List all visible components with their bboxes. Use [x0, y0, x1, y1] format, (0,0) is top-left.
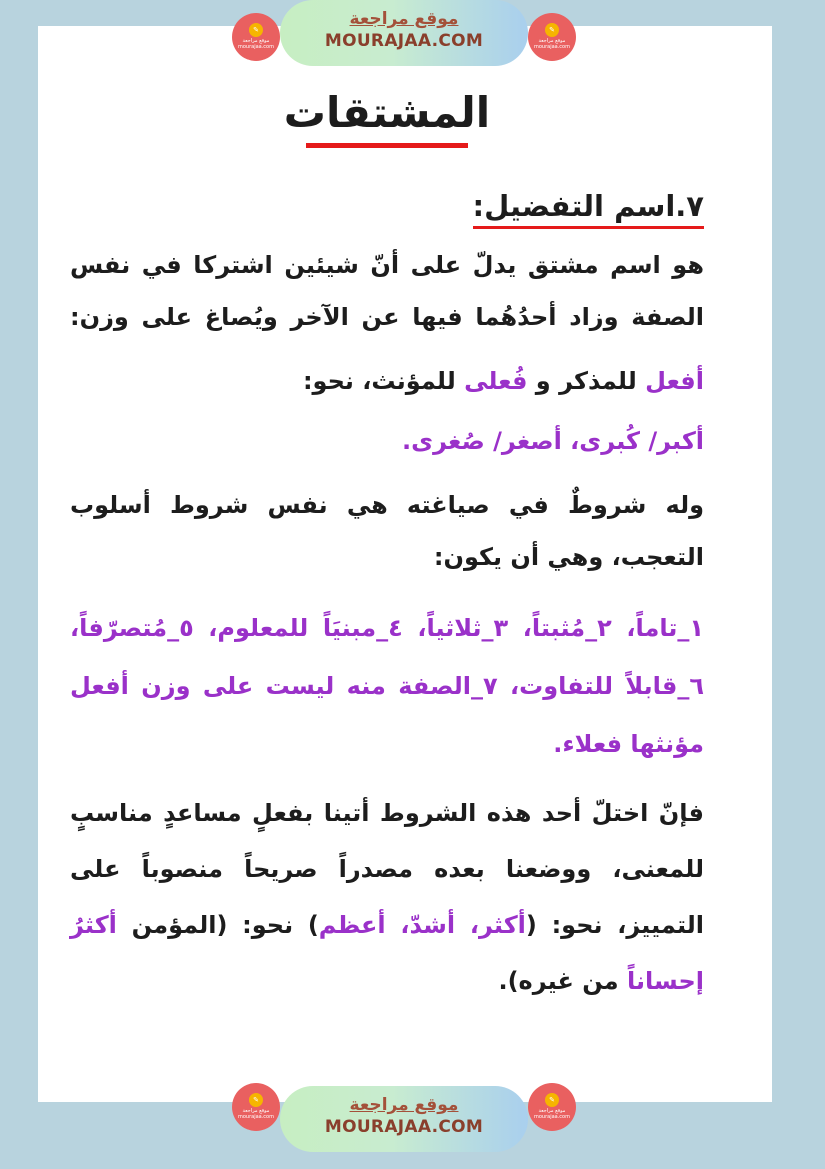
site-logo-icon: ✎ موقع مراجعة mourajaa.com: [232, 1083, 280, 1131]
site-name-arabic: موقع مراجعة: [349, 1095, 459, 1115]
site-logo-icon: ✎ موقع مراجعة mourajaa.com: [528, 13, 576, 61]
rule-words: أكثر، أشدّ، أعظم: [318, 911, 526, 939]
form-masculine: أفعل: [645, 367, 704, 395]
conditions-intro-paragraph: وله شروطٌ في صياغته هي نفس شروط أسلوب التعجب، وهي أن يكون:: [70, 491, 704, 571]
form-feminine: فُعلى: [464, 367, 528, 395]
rule-example: أكثرُ إحساناً: [70, 911, 704, 995]
site-banner-top[interactable]: [280, 0, 528, 66]
examples-paragraph: أكبر/ كُبرى، أصغر/ صُغرى.: [402, 427, 704, 455]
site-logo-icon: ✎ موقع مراجعة mourajaa.com: [528, 1083, 576, 1131]
page-title: المشتقات: [283, 88, 491, 137]
title-underline: [306, 143, 468, 148]
site-name-arabic: موقع مراجعة: [349, 9, 459, 29]
site-logo-icon: ✎ موقع مراجعة mourajaa.com: [232, 13, 280, 61]
conditions-list: ١_تاماً، ٢_مُثبتاً، ٣_ثلاثياً، ٤_مبنيَاً للمعلوم، ٥_مُتصرّفاً، ٦_قابلاً للتفاوت، ٧_الصفة منه ليست على وزن أفعل مؤنثها فعلاء.: [70, 614, 705, 758]
site-banner-bottom[interactable]: [280, 1086, 528, 1152]
site-name-english: MOURAJAA.COM: [324, 1117, 484, 1137]
lesson-content: [70, 85, 704, 1009]
rule-paragraph: فإنّ اختلّ أحد هذه الشروط أتينا بفعلٍ مساعدٍ مناسبٍ للمعنى، ووضعنا بعده مصدراً صريحاً منصوباً على التمييز، نحو: (أكثر، أشدّ، أعظم) نحو: (المؤمن أكثرُ إحساناً من غيره).: [70, 799, 705, 995]
section-title: ٧.اسم التفضيل:: [473, 188, 704, 229]
forms-paragraph: أفعل للمذكر و فُعلى للمؤنث، نحو:: [302, 367, 704, 395]
site-name-english: MOURAJAA.COM: [324, 31, 484, 51]
definition-paragraph: هو اسم مشتق يدلّ على أنّ شيئين اشتركا في نفس الصفة وزاد أحدُهُما فيها عن الآخر ويُصاغ على وزن:: [70, 251, 704, 331]
